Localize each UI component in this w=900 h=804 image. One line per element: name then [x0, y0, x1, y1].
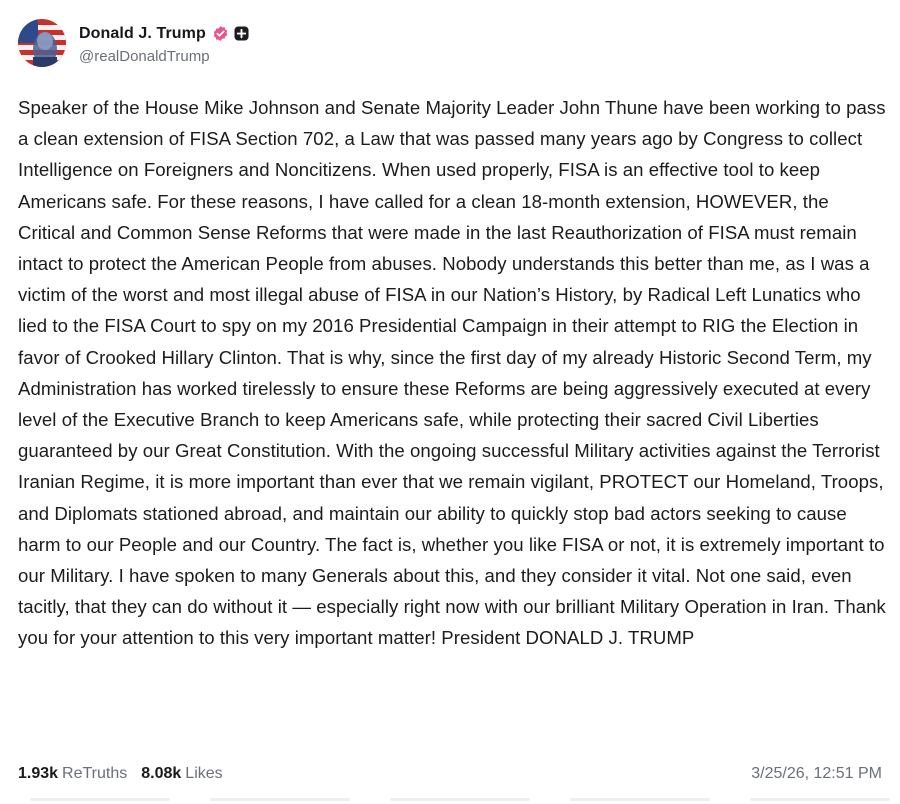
divider-segment: [750, 798, 890, 801]
author-identity: [79, 22, 249, 65]
post-footer: [18, 760, 882, 788]
divider-segment: [210, 798, 350, 801]
profile-photo-flag-icon: [18, 19, 66, 67]
retruths-label: ReTruths: [62, 765, 128, 782]
divider-segment: [570, 798, 710, 801]
post-text: Speaker of the House Mike Johnson and Senate Majority Leader John Thune have been working to pass a clean extension of FISA Section 702, a Law that was passed many years ago by Congress to collect Intelligence on Foreigners and Noncitizens. When used properly, FISA is an effective tool to keep Americans safe. For these reasons, I have called for a clean 18-month extension, HOWEVER, the Critical and Common Sense Reforms that were made in the last Reauthorization of FISA must remain intact to protect the American People from abuses. Nobody understands this better than me, as I was a victim of the worst and most illegal abuse of FISA in our Nation’s History, by Radical Left Lunatics who lied to the FISA Court to spy on my 2016 Presidential Campaign in their attempt to RIG the Election in favor of Crooked Hillary Clinton. That is why, since the first day of my already Historic Second Term, my Administration has worked tirelessly to ensure these Reforms are being aggressively executed at every level of the Executive Branch to keep Americans safe, while protecting their sacred Civil Liberties guaranteed by our Great Constitution. With the ongoing successful Military activities against the Terrorist Iranian Regime, it is more important than ever that we remain vigilant, PROTECT our Homeland, Troops, and Diplomats stationed abroad, and maintain our ability to quickly stop bad actors seeking to cause harm to our People and our Country. The fact is, whether you like FISA or not, it is extremely important to our Military. I have spoken to many Generals about this, and they consider it vital. Not one said, even tacitly, that they can do without it — especially right now with our brilliant Military Operation in Iran. Thank you for your attention to this very important matter! President DONALD J. TRUMP: [18, 97, 886, 649]
author-handle[interactable]: @realDonaldTrump: [79, 47, 210, 65]
retruths-stat[interactable]: [18, 765, 127, 783]
likes-label: Likes: [185, 765, 223, 782]
retruths-count: 1.93k: [18, 765, 59, 782]
post-timestamp[interactable]: 3/25/26, 12:51 PM: [751, 765, 882, 782]
post-header: [18, 18, 249, 68]
name-row: [79, 22, 249, 46]
likes-count: 8.08k: [141, 765, 182, 782]
verified-badge-icon: [212, 25, 229, 42]
action-bar-divider: [0, 798, 900, 804]
divider-segment: [30, 798, 170, 801]
avatar[interactable]: [18, 19, 66, 67]
likes-stat[interactable]: [141, 765, 222, 783]
divider-segment: [390, 798, 530, 801]
plus-badge-icon: [234, 26, 249, 41]
display-name[interactable]: Donald J. Trump: [79, 24, 206, 42]
